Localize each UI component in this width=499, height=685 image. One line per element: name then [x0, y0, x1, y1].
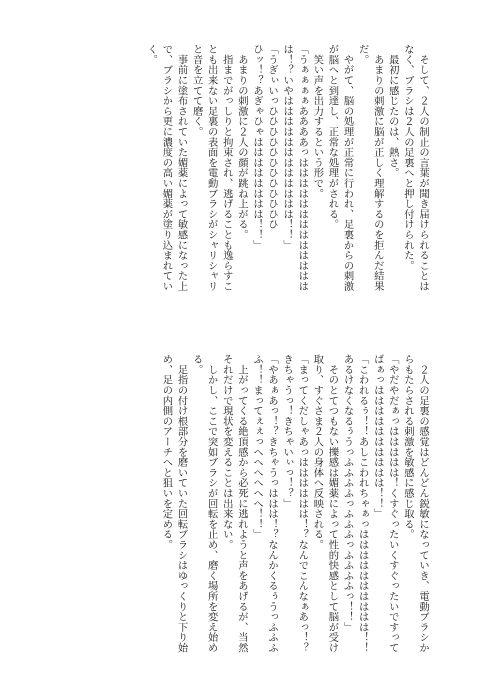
paragraph: あまりの刺激に脳が正しく理解するのを拒んだ結果だ。	[356, 44, 384, 292]
lower-text-block	[70, 354, 430, 654]
paragraph: そして、２人の制止の言葉が聞き届けられることはなく、ブラシは２人の足裏へと押し付けられた。	[401, 44, 429, 292]
paragraph: 事前に塗布されていた媚薬によって敏感になった上で、ブラシから更に濃度の高い媚薬が塗り込まれていく。	[145, 44, 188, 292]
paragraph: しかし、ここで突如ブラシが回転を止め、磨く場所を変え始める。	[190, 354, 218, 653]
paragraph: ２人の足裏の感覚はどんどん鋭敏になっていき、電動ブラシからもたらされる刺激を敏感に感じ取る。	[401, 354, 429, 653]
paragraph: そのとてつもない擽感は媚薬によって性的快感として脳が受け取り、すぐさま２人の身体へ反映される。	[311, 354, 339, 653]
paragraph: 上がってくる絶頂感から必死に逃れようと声をあげるが、当然それだけで現状を変えることは出来ない。	[220, 354, 248, 653]
paragraph: あまりの刺激に２人の顔が跳ね上がる。	[235, 44, 248, 240]
dialogue: 「まってくだしゃあっはははははは！？なんでこんなぁあっ！？きちゃうっ！きちゃいぃっ！？」	[281, 354, 309, 653]
paragraph: 足指の付け根部分を磨いていた回転ブラシはゆっくりと下り始め、足の内側のアーチへと狙いを定める。	[160, 354, 188, 653]
dialogue: ひッ！？あぎゃひゃはははははははは！！」	[250, 44, 263, 250]
paragraph: 指までがっしりと拘束され、逃げることも逸らすことも出来ない足裏の表面を電動ブラシがシャリシャリと音を立てて磨く。	[190, 44, 233, 292]
dialogue: 「うぎぃいっひひひひひひひひひひひひ	[266, 44, 279, 230]
paragraph: 最初に感じたのは、熱さ。	[386, 44, 399, 178]
dialogue: 「うぁぁぁぁああああっはははははははははははははは！？いやはははははははははははは！！」	[281, 44, 309, 292]
dialogue: 「やだやだぁっははははは！くすぐったいくすぐったいですってばぁっはははははははははは！！」	[371, 354, 399, 653]
paragraph: 笑い声を出力するという形で。	[311, 44, 324, 199]
upper-text-block	[70, 44, 430, 299]
dialogue: 「こわれるぅ！！あしこわれちゃぁっはははははははははは！！あるけなくなるぅうっふふふふっふふふっふふふふっ！！」	[341, 354, 369, 653]
paragraph: やがて、脳の処理が正常に行われ、足裏からの刺激が脳へと到達し、正常な処理がされる。	[326, 44, 354, 292]
dialogue: 「やあぁあっ！？きちゃうっははは！？なんかくるぅうっふふふふ！！まってぇぇっへへへへへへ！！」	[250, 354, 279, 653]
